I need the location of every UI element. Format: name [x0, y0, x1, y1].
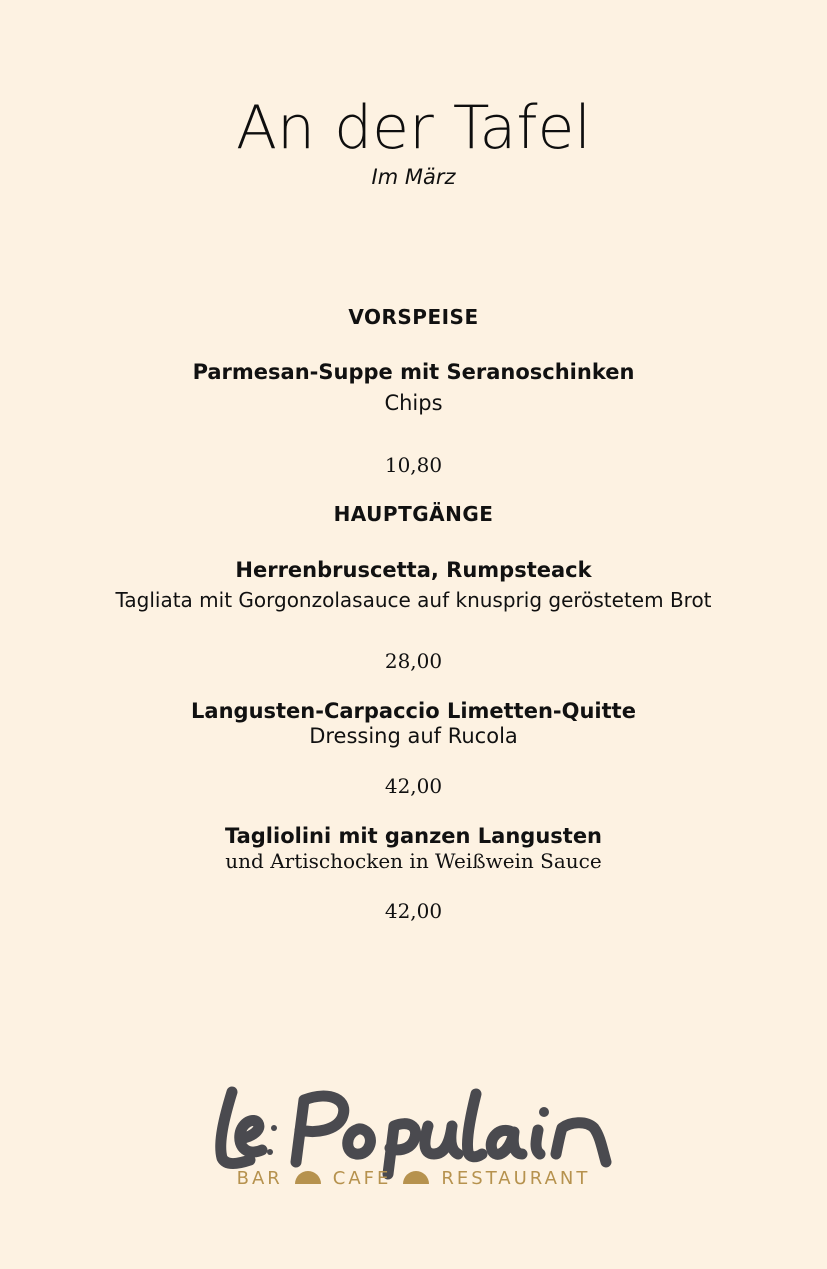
page-subtitle: Im März [371, 165, 456, 189]
dish-price: 10,80 [384, 453, 443, 477]
dish-name: Herrenbruscetta, Rumpsteack [235, 558, 592, 582]
logo-tagline-bar: BAR [236, 1168, 283, 1189]
dish-price: 42,00 [384, 899, 443, 923]
logo-tagline [0, 1168, 827, 1189]
logo-tagline-cafe: CAFE [332, 1168, 392, 1189]
dish-name: Tagliolini mit ganzen Langusten [224, 824, 603, 848]
dome-icon [403, 1171, 429, 1184]
dish-description: Tagliata mit Gorgonzolasauce auf knusprig geröstetem Brot [115, 588, 712, 612]
dish-price: 42,00 [384, 774, 443, 798]
page-title: An der Tafel [235, 93, 592, 163]
dish-description: und Artischocken in Weißwein Sauce [225, 849, 602, 873]
dish-name: Langusten-Carpaccio Limetten-Quitte [191, 699, 636, 723]
dome-icon [295, 1171, 321, 1184]
section-heading-hauptgaenge: HAUPTGÄNGE [333, 502, 494, 526]
dish-description: Dressing auf Rucola [309, 724, 518, 748]
dish-name: Parmesan-Suppe mit Seranoschinken [192, 360, 635, 384]
logo-tagline-restaurant: RESTAURANT [441, 1168, 591, 1189]
dish-description: Chips [384, 391, 443, 415]
section-heading-vorspeise: VORSPEISE [348, 305, 479, 329]
dish-price: 28,00 [384, 649, 443, 673]
